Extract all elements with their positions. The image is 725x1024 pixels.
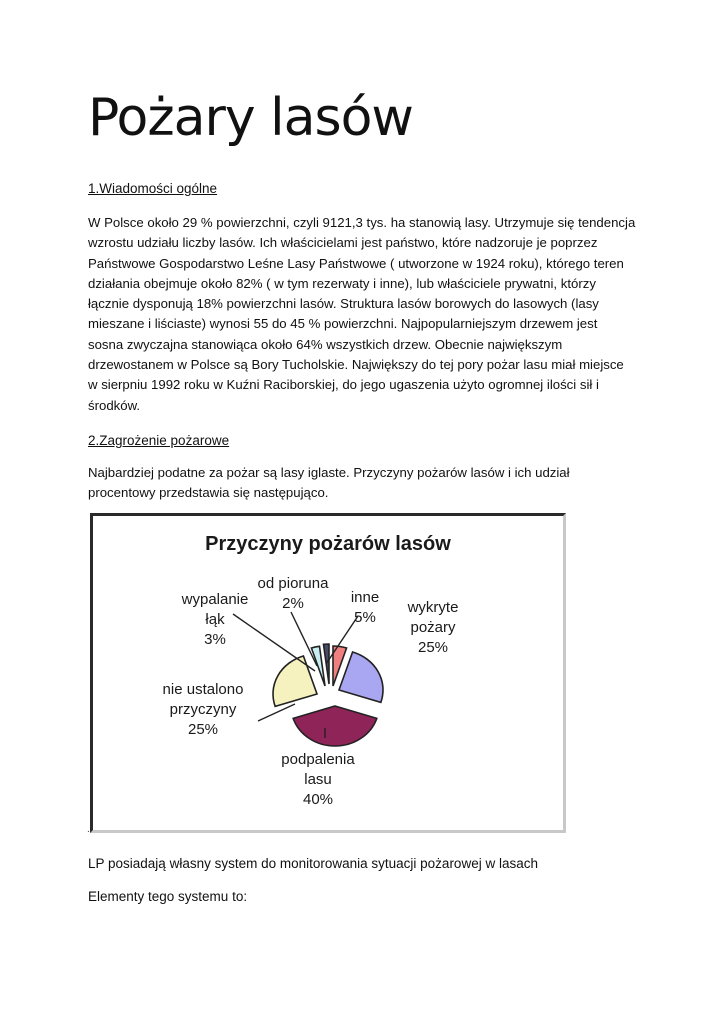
slice-value-label: 2% (282, 595, 304, 612)
section-2-paragraph: Najbardziej podatne za pożar są lasy iglaste. Przyczyny pożarów lasów i ich udział procentowy przedstawia się następująco. (88, 465, 570, 501)
slice-name-label: inne (350, 589, 380, 606)
slice-value-label: 40% (302, 791, 334, 808)
section-1-heading: 1.Wiadomości ogólne (88, 181, 218, 196)
slice-name-label: pożary (410, 619, 456, 636)
slice-name-label: przyczyny (169, 701, 237, 718)
slice-name-label: wykryte (407, 599, 459, 616)
pie-slice (311, 646, 325, 686)
pie-chart-svg (93, 516, 563, 830)
stray-marker: . (87, 824, 90, 835)
slice-value-label: 5% (354, 609, 376, 626)
pie-slice (273, 656, 317, 706)
section-1-paragraph: W Polsce około 29 % powierzchni, czyli 9121,3 tys. ha stanowią lasy. Utrzymuje się tendencja wzrostu udziału liczby lasów. Ich właścicielami jest państwo, które nadzoruje je poprzez Państwowe Gospodarstwo Leśne Lasy Państwowe ( utworzone w 1924 roku), którego teren działania obejmuje około 82% ( w tym rezerwaty i inne), lub właściciele prywatni, którzy łącznie dysponują 18% powierzchni lasów. Struktura lasów borowych do lasowych (lasy mieszane i liściaste) wynosi 55 do 45 % powierzchni. Najpopularniejszym drzewem jest sosna zwyczajna stanowiąca około 64% wszystkich drzew. Obecnie największym drzewostanem w Polsce są Bory Tucholskie. Największy do tej pory pożar lasu miał miejsce w sierpniu 1992 roku w Kuźni Raciborskiej, do jego ugaszenia użyto ogromnej ilości sił i środków. (88, 215, 636, 413)
slice-name-label: lasu (304, 771, 332, 788)
system-elements-line: Elementy tego systemu to: (88, 889, 248, 904)
slice-value-label: 25% (417, 639, 449, 656)
leader-line (233, 614, 315, 671)
page-title: Pożary lasów (88, 88, 413, 148)
pie-slice (339, 652, 383, 702)
slice-name-label: podpalenia (281, 751, 355, 768)
slice-value-label: 3% (204, 631, 226, 648)
section-2-heading: 2.Zagrożenie pożarowe (88, 433, 230, 448)
slice-name-label: nie ustalono (162, 681, 244, 698)
chart-title: Przyczyny pożarów lasów (205, 533, 451, 555)
slice-name-label: wypalanie (181, 591, 249, 608)
slice-value-label: 25% (187, 721, 219, 738)
monitoring-system-line: LP posiadają własny system do monitorowania sytuacji pożarowej w lasach (88, 856, 538, 871)
pie-slice (293, 706, 377, 746)
pie-chart (90, 513, 566, 833)
slice-name-label: od pioruna (257, 575, 329, 592)
slice-name-label: łąk (205, 611, 225, 628)
